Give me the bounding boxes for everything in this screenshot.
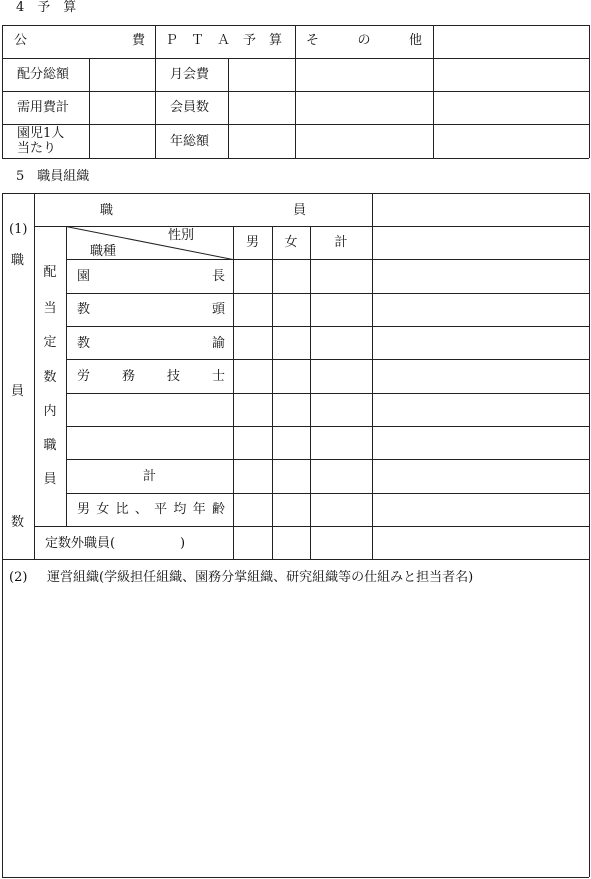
section2-number: (2) bbox=[9, 570, 28, 585]
section5-heading: 5 職員組織 bbox=[16, 169, 90, 184]
budget-supplies-total-label: 需用費計 bbox=[17, 100, 70, 115]
budget-per-child-label-2: 当たり bbox=[17, 141, 57, 156]
budget-per-child-label-1: 園児1人 bbox=[17, 126, 65, 141]
budget-annual-total-label: 年総額 bbox=[170, 134, 210, 149]
column-female: 女 bbox=[284, 235, 298, 250]
section4-heading: 4 予 算 bbox=[16, 0, 77, 15]
header-job-type-label: 職種 bbox=[90, 244, 117, 259]
vertical-label-char: 員 bbox=[43, 472, 57, 487]
row-gender-ratio-average-age: 男 女 比 、 平 均 年 齢 bbox=[77, 502, 225, 517]
budget-monthly-fee-label: 月会費 bbox=[170, 67, 210, 82]
budget-member-count-label: 会員数 bbox=[170, 100, 210, 115]
outside-quota-staff-close: ) bbox=[180, 536, 186, 551]
row-technical-staff: 労 務 技 士 bbox=[77, 369, 225, 384]
vertical-label-char: 定 bbox=[43, 335, 57, 350]
staff-left-label-shoku: 職 bbox=[11, 253, 25, 268]
row-teacher: 教 諭 bbox=[77, 336, 225, 351]
header-gender-label: 性別 bbox=[168, 228, 195, 243]
budget-allocation-total-label: 配分総額 bbox=[17, 67, 70, 82]
operating-organization-title: 運営組織(学級担任組織、園務分掌組織、研究組織等の仕組みと担当者名) bbox=[47, 570, 474, 585]
vertical-label-char: 数 bbox=[43, 370, 57, 385]
staff-left-label-in: 員 bbox=[11, 384, 25, 399]
vertical-label-char: 職 bbox=[43, 438, 57, 453]
vertical-label-char: 配 bbox=[43, 265, 57, 280]
vertical-label-char: 内 bbox=[43, 404, 57, 419]
vertical-label-char: 当 bbox=[43, 301, 57, 316]
staff-section-number: (1) bbox=[9, 222, 28, 237]
row-total: 計 bbox=[142, 469, 156, 484]
outside-quota-staff-label: 定数外職員( bbox=[45, 536, 116, 551]
budget-header-public: 公 費 bbox=[14, 33, 145, 48]
budget-header-other: そ の 他 bbox=[306, 33, 422, 48]
budget-header-pta: Ｐ Ｔ Ａ 予 算 bbox=[165, 33, 282, 48]
row-vice-principal: 教 頭 bbox=[77, 302, 225, 317]
column-total: 計 bbox=[334, 235, 348, 250]
staff-header-title: 職 員 bbox=[100, 203, 306, 218]
staff-left-label-suu: 数 bbox=[11, 515, 25, 530]
column-male: 男 bbox=[245, 235, 259, 250]
row-principal: 園 長 bbox=[77, 269, 225, 284]
